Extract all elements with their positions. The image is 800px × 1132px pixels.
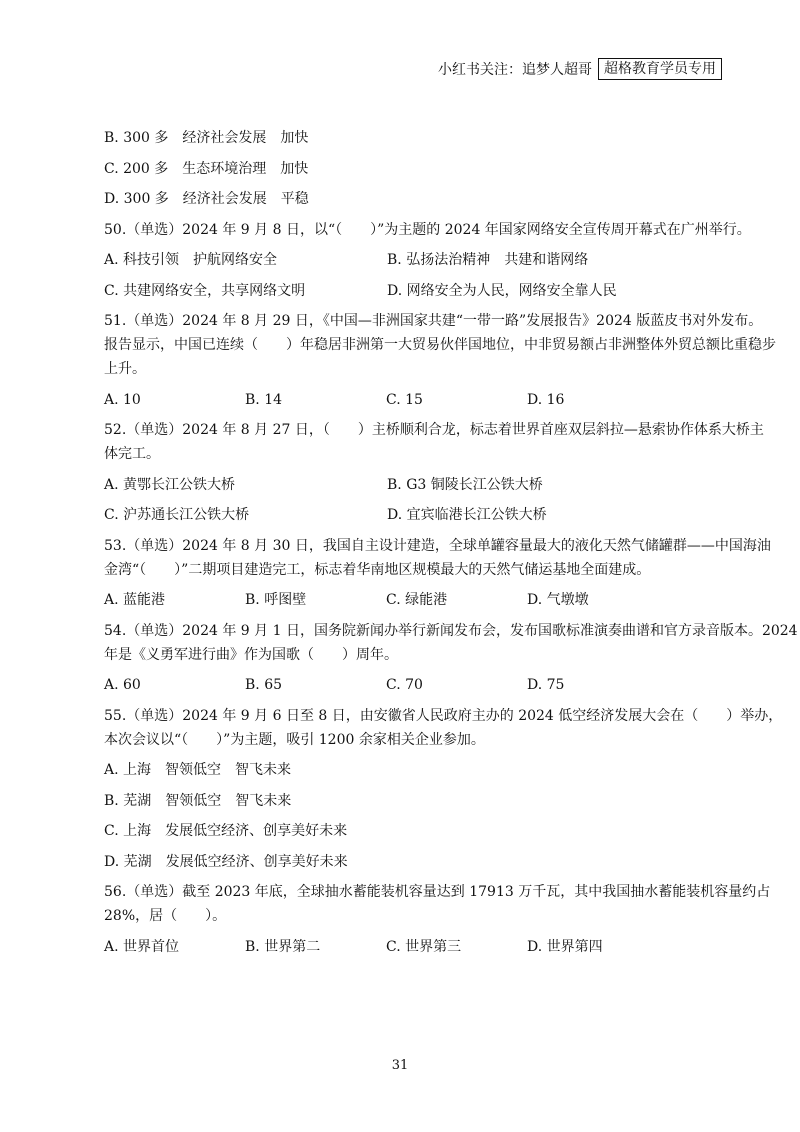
q53-option-c: C. 绿能港 [386,592,448,608]
q54-option-b: B. 65 [245,677,283,693]
q56-option-b: B. 世界第二 [245,938,321,955]
q50-options-row2 [104,281,724,312]
q54-options [104,675,724,706]
q55-option-d: D. 芜湖 发展低空经济、创享美好未来 [104,853,348,870]
q55-stem-line1: 55.（单选）2024 年 9 月 6 日至 8 日，由安徽省人民政府主办的 2024 低空经济发展大会在（ ）举办， [104,707,783,724]
q51-option-a: A. 10 [104,391,141,408]
q54-stem-line2: 年是《义勇军进行曲》作为国歌（ ）周年。 [104,646,398,663]
q52-option-c: C. 沪苏通长江公铁大桥 [104,507,250,523]
q53-stem-line1: 53.（单选）2024 年 8 月 30 日，我国自主设计建造，全球单罐容量最大的液化天然气储罐群——中国海油 [104,537,771,554]
q50-options-row1 [104,250,724,281]
student-only-badge: 超格教育学员专用 [598,58,722,80]
q49-option-c: C. 200 多 生态环境治理 加快 [104,160,309,177]
q51-option-b: B. 14 [245,391,283,408]
q56-option-d: D. 世界第四 [527,938,603,955]
q51-options [104,390,724,421]
q53-option-d: D. 气墩墩 [527,592,589,608]
q51-option-d: D. 16 [527,391,565,408]
page-number: 31 [391,1058,409,1073]
q54-option-a: A. 60 [104,677,141,693]
q52-option-a: A. 黄鄂长江公铁大桥 [104,476,236,493]
q49-option-d: D. 300 多 经济社会发展 平稳 [104,191,309,207]
q51-option-c: C. 15 [386,391,423,408]
q54-stem-line1: 54.（单选）2024 年 9 月 1 日，国务院新闻办举行新闻发布会，发布国歌标准演奏曲谱和官方录音版本。2024 [104,622,798,639]
q54-option-d: D. 75 [527,677,565,693]
q52-option-b: B. G3 铜陵长江公铁大桥 [387,476,543,493]
q56-stem-line2: 28%，居（ ）。 [104,908,227,924]
q55-option-c: C. 上海 发展低空经济、创享美好未来 [104,823,348,839]
q52-options-row1 [104,475,724,506]
page-header [438,58,722,80]
q51-stem-line3: 上升。 [104,361,146,377]
q52-stem-line2: 体完工。 [104,446,160,462]
q50-option-b: B. 弘扬法治精神 共建和谐网络 [387,252,589,268]
q55-stem-line2: 本次会议以“（ ）”为主题，吸引 1200 余家相关企业参加。 [104,731,485,748]
q53-option-b: B. 呼图壁 [245,592,307,608]
q50-option-a: A. 科技引领 护航网络安全 [104,252,278,268]
q53-options [104,590,724,621]
q51-stem-line1: 51.（单选）2024 年 8 月 29 日，《中国—非洲国家共建“一带一路”发展报告》2024 版蓝皮书对外发布。 [104,313,763,329]
q49-option-b: B. 300 多 经济社会发展 加快 [104,130,309,146]
q54-option-c: C. 70 [386,677,423,693]
q55-option-b: B. 芜湖 智领低空 智飞未来 [104,792,292,809]
question-list [104,128,798,967]
q55-option-a: A. 上海 智领低空 智飞未来 [104,762,292,778]
q56-options [104,937,724,968]
q52-options-row2 [104,505,724,536]
q53-stem-line2: 金湾“（ ）”二期项目建造完工，标志着华南地区规模最大的天然气储运基地全面建成。 [104,561,651,578]
q50-option-d: D. 网络安全为人民，网络安全靠人民 [387,282,617,299]
q51-stem-line2: 报告显示，中国已连续（ ）年稳居非洲第一大贸易伙伴国地位，中非贸易额占非洲整体外贸总额比重稳步 [104,337,776,353]
q52-option-d: D. 宜宾临港长江公铁大桥 [387,507,547,523]
q50-stem: 50.（单选）2024 年 9 月 8 日，以“（ ）”为主题的 2024 年国家网络安全宣传周开幕式在广州举行。 [104,221,751,238]
q50-option-c: C. 共建网络安全，共享网络文明 [104,282,306,299]
q53-option-a: A. 蓝能港 [104,592,166,608]
q56-stem-line1: 56.（单选）截至 2023 年底，全球抽水蓄能装机容量达到 17913 万千瓦，其中我国抽水蓄能装机容量约占 [104,884,771,900]
follow-note: 小红书关注：追梦人超哥 [438,62,592,78]
q52-stem-line1: 52.（单选）2024 年 8 月 27 日，（ ）主桥顺利合龙，标志着世界首座双层斜拉—悬索协作体系大桥主 [104,422,764,438]
q56-option-a: A. 世界首位 [104,938,180,955]
q56-option-c: C. 世界第三 [386,938,462,955]
